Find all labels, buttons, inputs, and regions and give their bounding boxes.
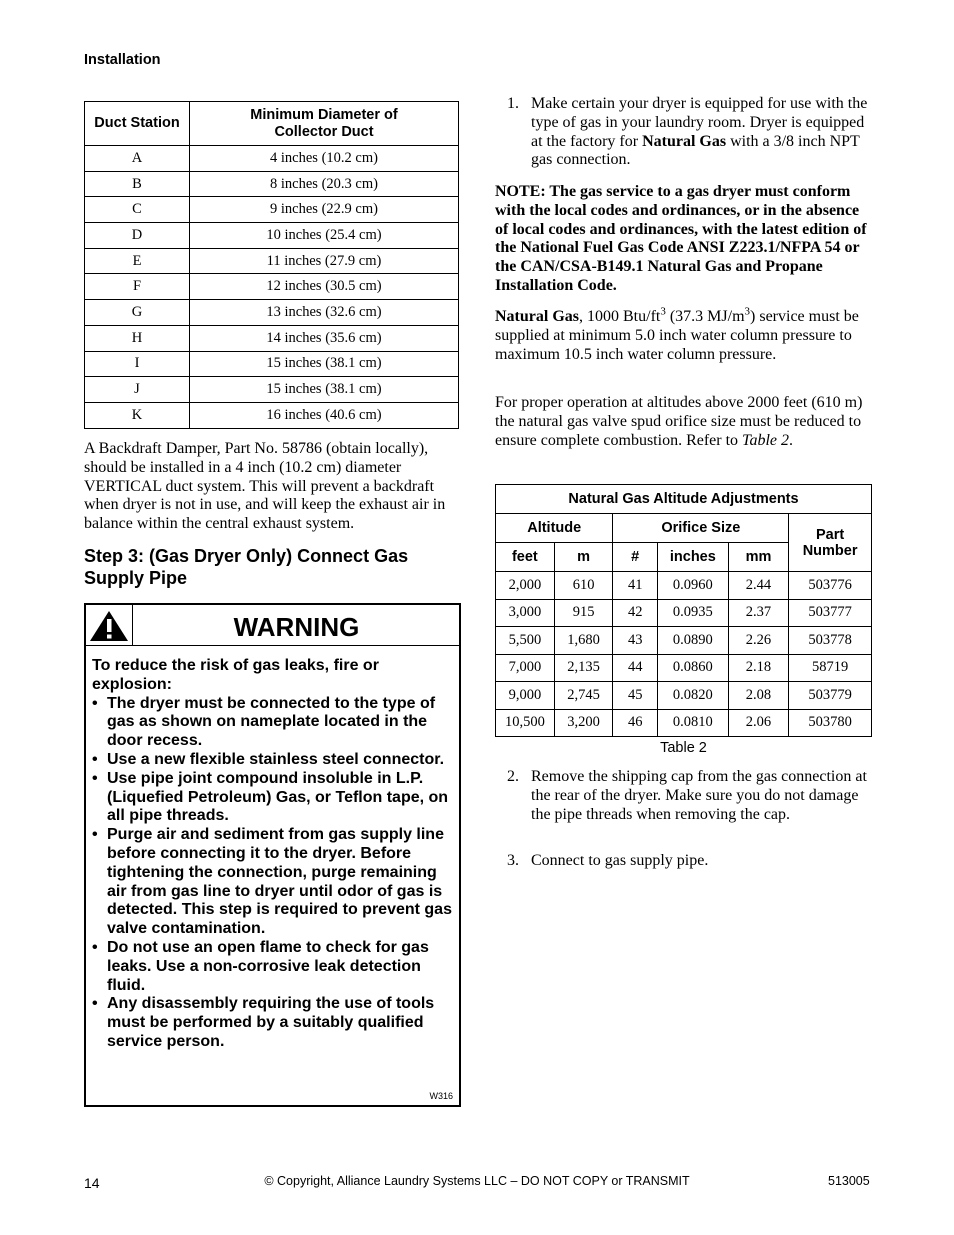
part-number-cell: 503779	[789, 682, 872, 710]
feet-cell: 2,000	[496, 572, 555, 600]
duct-diameter-cell: 8 inches (20.3 cm)	[190, 171, 459, 197]
list-item: • Purge air and sediment from gas supply line before connecting it to the dryer. Before tightening the connection, purge remaining air from gas line to dryer until odor of gas is detected. This step is required to prevent gas valve contamination.	[92, 826, 454, 939]
table-row	[496, 627, 872, 655]
orifice-number-cell: 46	[613, 709, 658, 737]
orifice-number-cell: 45	[613, 682, 658, 710]
mm-cell: 2.44	[728, 572, 789, 600]
step-2-text: Remove the shipping cap from the gas connection at the rear of the dryer. Make sure you do not damage the pipe threads when removing the cap.	[531, 768, 867, 823]
list-item: • Use a new flexible stainless steel connector.	[92, 751, 454, 770]
part-number-cell: 58719	[789, 654, 872, 682]
mm-cell: 2.37	[728, 599, 789, 627]
table-row	[496, 682, 872, 710]
part-number-header: Part Number	[789, 514, 872, 572]
meters-cell: 2,135	[554, 654, 613, 682]
step-3-text: Connect to gas supply pipe.	[531, 852, 709, 869]
duct-diameter-cell: 12 inches (30.5 cm)	[190, 274, 459, 300]
table-row	[85, 248, 459, 274]
duct-diameter-cell: 15 inches (38.1 cm)	[190, 351, 459, 377]
copyright-notice: © Copyright, Alliance Laundry Systems LLC – DO NOT COPY or TRANSMIT	[264, 1174, 690, 1188]
duct-diameter-cell: 13 inches (32.6 cm)	[190, 300, 459, 326]
duct-station-cell: E	[85, 248, 190, 274]
list-item: • Use pipe joint compound insoluble in L.P. (Liquefied Petroleum) Gas, or Teflon tape, on all pipe threads.	[92, 770, 454, 826]
duct-diameter-cell: 10 inches (25.4 cm)	[190, 223, 459, 249]
duct-station-header: Duct Station	[85, 102, 190, 146]
feet-cell: 10,500	[496, 709, 555, 737]
duct-station-cell: I	[85, 351, 190, 377]
mm-cell: 2.26	[728, 627, 789, 655]
inches-cell: 0.0860	[658, 654, 729, 682]
orifice-number-header: #	[613, 543, 658, 572]
table-row	[85, 300, 459, 326]
inches-cell: 0.0810	[658, 709, 729, 737]
min-diameter-header: Minimum Diameter of Collector Duct	[190, 102, 459, 146]
table-row	[496, 599, 872, 627]
meters-cell: 915	[554, 599, 613, 627]
step3-heading: Step 3: (Gas Dryer Only) Connect Gas Supply Pipe	[84, 546, 409, 588]
part-number-cell: 503777	[789, 599, 872, 627]
table-row	[496, 572, 872, 600]
table-row	[85, 223, 459, 249]
mm-cell: 2.06	[728, 709, 789, 737]
duct-station-cell: G	[85, 300, 190, 326]
warning-title: WARNING	[233, 612, 360, 642]
table-row	[85, 146, 459, 172]
mm-cell: 2.18	[728, 654, 789, 682]
part-number-cell: 503776	[789, 572, 872, 600]
feet-cell: 3,000	[496, 599, 555, 627]
step-1-text: Make certain your dryer is equipped for use with the type of gas in your laundry room. Dryer is equipped at the factory for Natural Gas with a 3/8 inch NPT gas connection.	[531, 95, 868, 169]
feet-cell: 7,000	[496, 654, 555, 682]
warning-header	[86, 605, 459, 646]
duct-diameter-cell: 14 inches (35.6 cm)	[190, 325, 459, 351]
gas-code-note: NOTE: The gas service to a gas dryer must conform with the local codes and ordinances, or in the absence of local codes and ordinances, with the latest edition of the National Fuel Gas Code ANSI Z223.1/NFPA 54 or the CAN/CSA-B149.1 Natural Gas and Propane Installation Code.	[495, 183, 867, 294]
table-row	[496, 654, 872, 682]
warning-body	[92, 657, 454, 1052]
duct-station-cell: H	[85, 325, 190, 351]
part-number-cell: 503780	[789, 709, 872, 737]
table-row	[85, 402, 459, 428]
altitude-group-header: Altitude	[496, 514, 613, 543]
natural-gas-paragraph: Natural Gas, 1000 Btu/$ft^3$ (37.3 $MJ/m^3$) service must be supplied at minimum 5.0 inch water column pressure to maximum 10.5 inch water column pressure.	[495, 305, 859, 363]
duct-diameter-cell: 4 inches (10.2 cm)	[190, 146, 459, 172]
warning-triangle-icon	[89, 610, 129, 642]
duct-station-cell: D	[85, 223, 190, 249]
mm-cell: 2.08	[728, 682, 789, 710]
inches-cell: 0.0890	[658, 627, 729, 655]
table-row	[85, 351, 459, 377]
list-item: • Any disassembly requiring the use of tools must be performed by a suitably qualified service person.	[92, 995, 454, 1051]
feet-cell: 5,500	[496, 627, 555, 655]
duct-station-cell: A	[85, 146, 190, 172]
altitude-table-title: Natural Gas Altitude Adjustments	[496, 485, 872, 514]
part-number-cell: 503778	[789, 627, 872, 655]
duct-diameter-table	[84, 101, 459, 429]
table-row	[85, 377, 459, 403]
meters-cell: 610	[554, 572, 613, 600]
meters-cell: 2,745	[554, 682, 613, 710]
table-row	[85, 197, 459, 223]
table-row	[85, 171, 459, 197]
duct-station-cell: F	[85, 274, 190, 300]
warning-code: W316	[429, 1091, 453, 1101]
meters-header: m	[554, 543, 613, 572]
step-2-number: 2.	[507, 768, 519, 785]
duct-station-cell: K	[85, 402, 190, 428]
inches-cell: 0.0820	[658, 682, 729, 710]
inches-cell: 0.0960	[658, 572, 729, 600]
orifice-number-cell: 41	[613, 572, 658, 600]
table-row	[496, 709, 872, 737]
table-row	[85, 274, 459, 300]
warning-intro: To reduce the risk of gas leaks, fire or explosion:	[92, 657, 379, 693]
inches-header: inches	[658, 543, 729, 572]
duct-station-cell: C	[85, 197, 190, 223]
duct-diameter-cell: 11 inches (27.9 cm)	[190, 248, 459, 274]
page-number: 14	[84, 1175, 100, 1191]
duct-diameter-cell: 15 inches (38.1 cm)	[190, 377, 459, 403]
orifice-group-header: Orifice Size	[613, 514, 789, 543]
section-header: Installation	[84, 52, 161, 68]
step-3-number: 3.	[507, 852, 519, 869]
step-1-number: 1.	[507, 95, 519, 112]
altitude-paragraph: For proper operation at altitudes above 2000 feet (610 m) the natural gas valve spud orifice size must be reduced to ensure complete combustion. Refer to Table 2.	[495, 394, 863, 449]
warning-list	[92, 695, 454, 1052]
feet-header: feet	[496, 543, 555, 572]
document-number: 513005	[828, 1174, 870, 1188]
altitude-adjustment-table	[495, 484, 872, 737]
duct-diameter-cell: 16 inches (40.6 cm)	[190, 402, 459, 428]
mm-header: mm	[728, 543, 789, 572]
list-item: • Do not use an open flame to check for gas leaks. Use a non-corrosive leak detection fluid.	[92, 939, 454, 995]
orifice-number-cell: 43	[613, 627, 658, 655]
duct-diameter-cell: 9 inches (22.9 cm)	[190, 197, 459, 223]
meters-cell: 3,200	[554, 709, 613, 737]
inches-cell: 0.0935	[658, 599, 729, 627]
table-row	[85, 325, 459, 351]
warning-box	[84, 603, 461, 1107]
orifice-number-cell: 44	[613, 654, 658, 682]
table-caption: Table 2	[660, 740, 707, 756]
duct-station-cell: B	[85, 171, 190, 197]
duct-station-cell: J	[85, 377, 190, 403]
feet-cell: 9,000	[496, 682, 555, 710]
orifice-number-cell: 42	[613, 599, 658, 627]
backdraft-damper-paragraph: A Backdraft Damper, Part No. 58786 (obtain locally), should be installed in a 4 inch (10.2 cm) diameter VERTICAL duct system. This will prevent a backdraft when dryer is not in use, and will keep the exhaust air in balance within the central exhaust system.	[84, 440, 446, 533]
meters-cell: 1,680	[554, 627, 613, 655]
list-item: • The dryer must be connected to the type of gas as shown on nameplate located in the door recess.	[92, 695, 454, 751]
